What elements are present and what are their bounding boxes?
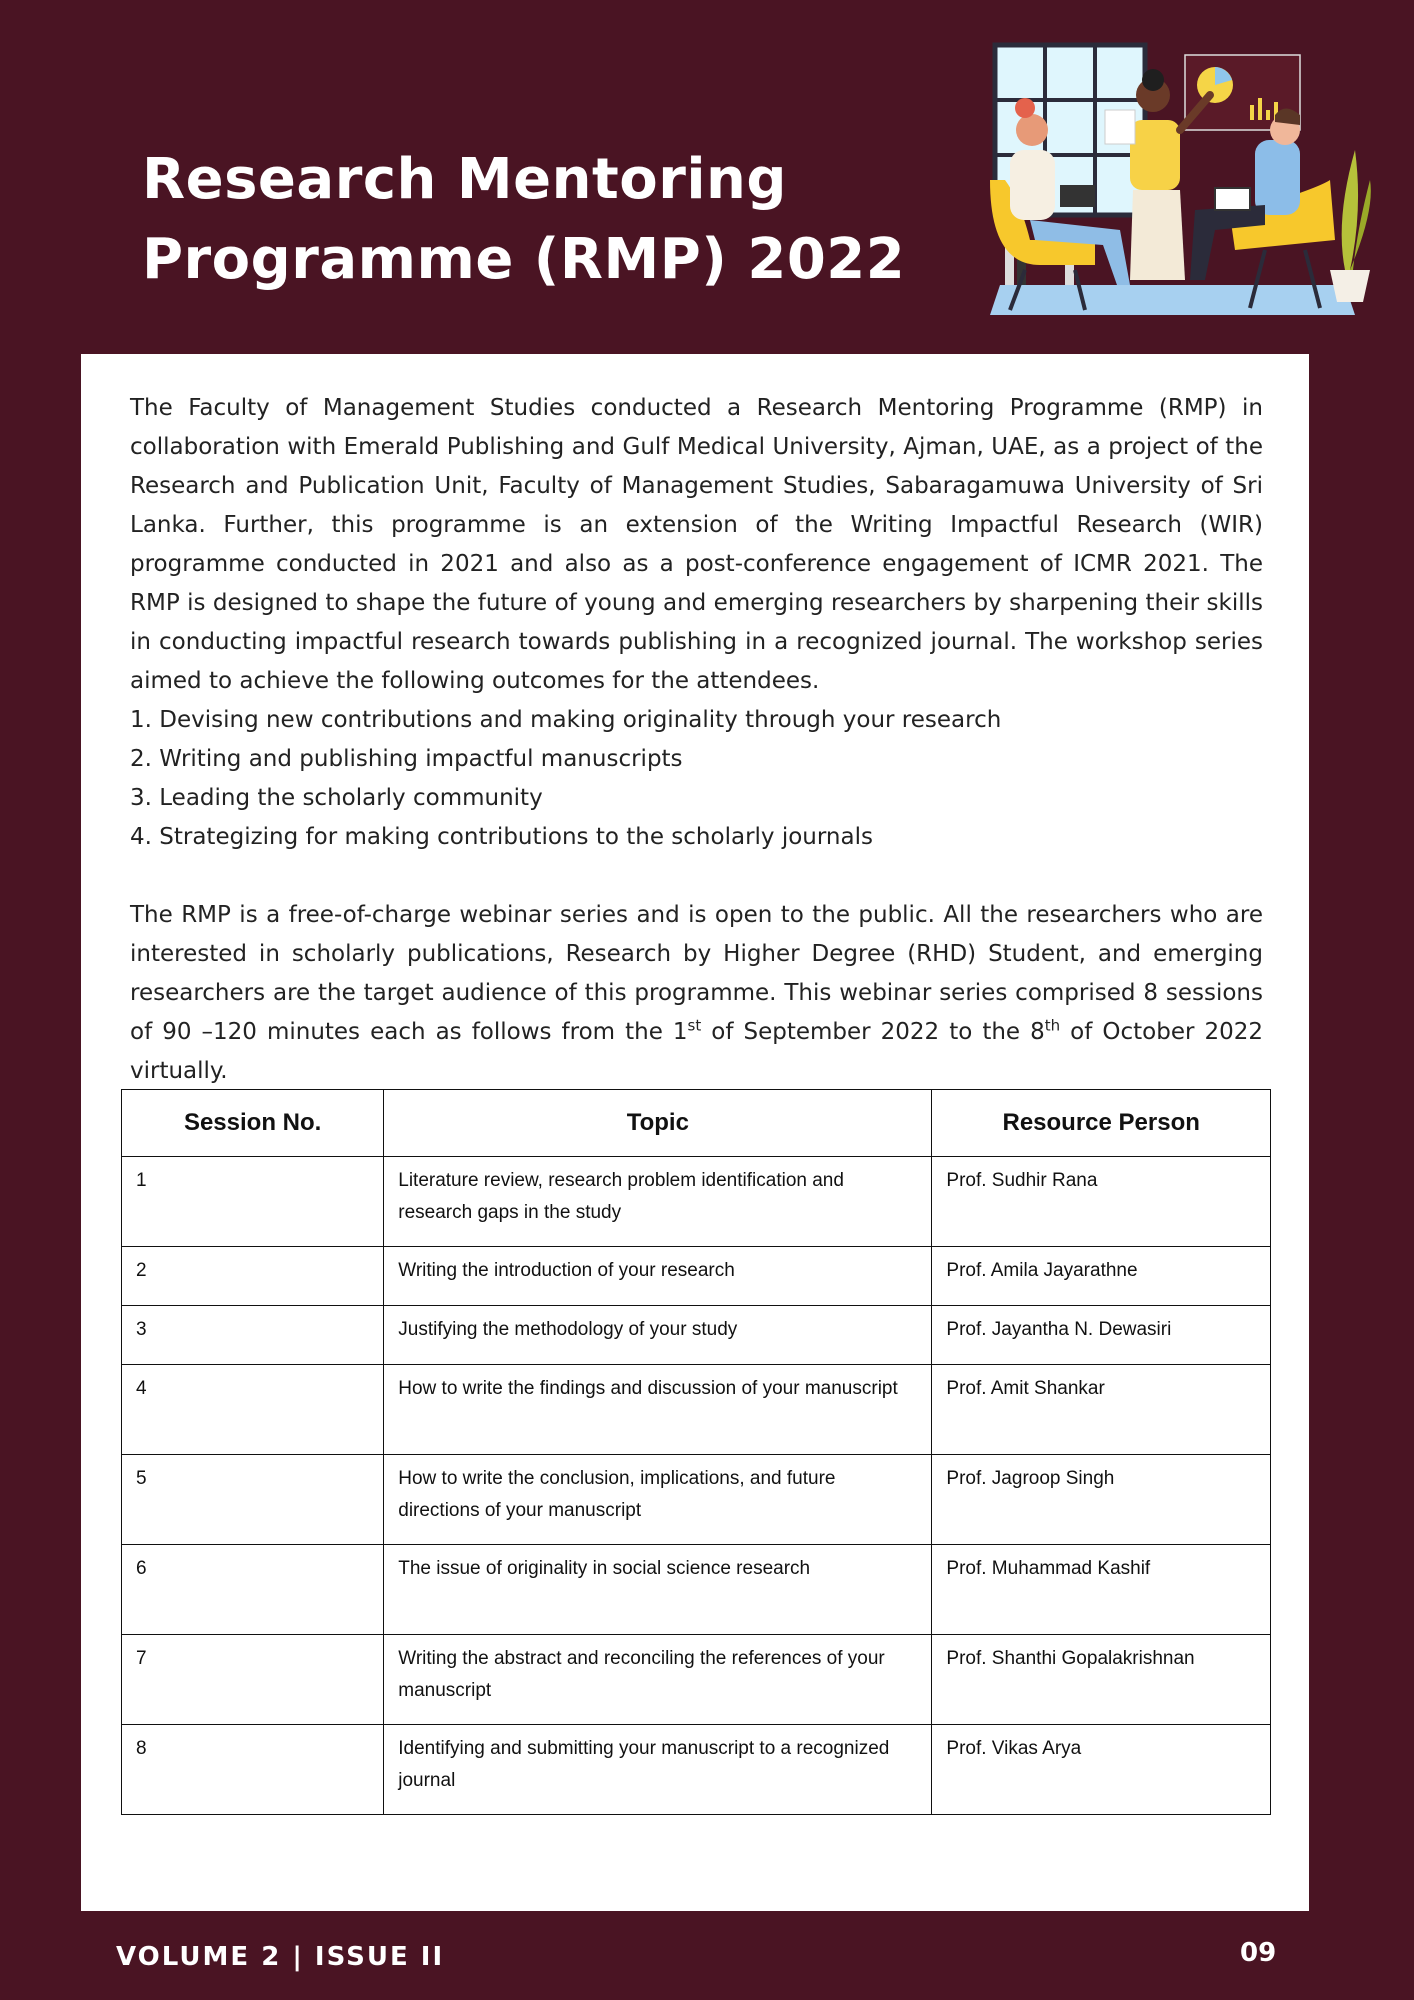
sessions-table bbox=[121, 1089, 1271, 1815]
outcome-item: 2. Writing and publishing impactful manuscripts bbox=[130, 746, 683, 772]
header-topic: Topic bbox=[384, 1090, 932, 1157]
session-person: Prof. Vikas Arya bbox=[932, 1725, 1271, 1815]
table-row bbox=[122, 1545, 1271, 1635]
table-row bbox=[122, 1365, 1271, 1455]
table-row bbox=[122, 1455, 1271, 1545]
session-person: Prof. Jayantha N. Dewasiri bbox=[932, 1306, 1271, 1365]
outcome-item: 3. Leading the scholarly community bbox=[130, 785, 543, 811]
office-meeting-illustration bbox=[985, 40, 1375, 320]
session-no: 1 bbox=[122, 1157, 384, 1247]
session-topic: Literature review, research problem identification and research gaps in the study bbox=[384, 1157, 932, 1247]
session-person: Prof. Amila Jayarathne bbox=[932, 1247, 1271, 1306]
session-person: Prof. Shanthi Gopalakrishnan bbox=[932, 1635, 1271, 1725]
session-topic: Writing the introduction of your research bbox=[384, 1247, 932, 1306]
outcome-item: 1. Devising new contributions and making originality through your research bbox=[130, 707, 1002, 733]
page-number: 09 bbox=[1240, 1938, 1277, 1968]
intro-paragraph: The Faculty of Management Studies conducted a Research Mentoring Programme (RMP) in collaboration with Emerald Publishing and Gulf Medical University, Ajman, UAE, as a project of the Research and Publication Unit, Faculty of Management Studies, Sabaragamuwa University of Sri Lanka. Further, this programme is an extension of the Writing Impactful Research (WIR) programme conducted in 2021 and also as a post-conference engagement of ICMR 2021. The RMP is designed to shape the future of young and emerging researchers by sharpening their skills in conducting impactful research towards publishing in a recognized journal. The workshop series aimed to achieve the following outcomes for the attendees. bbox=[130, 395, 1263, 694]
session-person: Prof. Jagroop Singh bbox=[932, 1455, 1271, 1545]
session-person: Prof. Muhammad Kashif bbox=[932, 1545, 1271, 1635]
session-person: Prof. Sudhir Rana bbox=[932, 1157, 1271, 1247]
header-session-no: Session No. bbox=[122, 1090, 384, 1157]
session-no: 3 bbox=[122, 1306, 384, 1365]
session-topic: Writing the abstract and reconciling the references of your manuscript bbox=[384, 1635, 932, 1725]
header-resource-person: Resource Person bbox=[932, 1090, 1271, 1157]
table-row bbox=[122, 1725, 1271, 1815]
intro-text bbox=[130, 389, 1263, 1091]
volume-issue: VOLUME 2 | ISSUE II bbox=[116, 1942, 445, 1972]
session-no: 8 bbox=[122, 1725, 384, 1815]
session-no: 6 bbox=[122, 1545, 384, 1635]
session-no: 5 bbox=[122, 1455, 384, 1545]
webinar-paragraph: The RMP is a free-of-charge webinar series and is open to the public. All the researchers who are interested in scholarly publications, Research by Higher Degree (RHD) Student, and emerging researchers are the target audience of this programme. This webinar series comprised 8 sessions of 90 –120 minutes each as follows from the 1st of September 2022 to the 8th of October 2022 virtually. bbox=[130, 902, 1263, 1084]
table-row bbox=[122, 1635, 1271, 1725]
session-no: 7 bbox=[122, 1635, 384, 1725]
content-card bbox=[81, 354, 1309, 1911]
table-row bbox=[122, 1247, 1271, 1306]
table-row bbox=[122, 1157, 1271, 1247]
session-topic: Justifying the methodology of your study bbox=[384, 1306, 932, 1365]
table-header-row bbox=[122, 1090, 1271, 1157]
title-line-1: Research Mentoring bbox=[142, 147, 787, 212]
page-title bbox=[142, 140, 905, 300]
session-topic: Identifying and submitting your manuscript to a recognized journal bbox=[384, 1725, 932, 1815]
session-topic: The issue of originality in social science research bbox=[384, 1545, 932, 1635]
table-row bbox=[122, 1306, 1271, 1365]
session-no: 4 bbox=[122, 1365, 384, 1455]
session-topic: How to write the conclusion, implications, and future directions of your manuscript bbox=[384, 1455, 932, 1545]
session-topic: How to write the findings and discussion of your manuscript bbox=[384, 1365, 932, 1455]
session-no: 2 bbox=[122, 1247, 384, 1306]
outcome-item: 4. Strategizing for making contributions to the scholarly journals bbox=[130, 824, 873, 850]
session-person: Prof. Amit Shankar bbox=[932, 1365, 1271, 1455]
title-line-2: Programme (RMP) 2022 bbox=[142, 227, 906, 292]
